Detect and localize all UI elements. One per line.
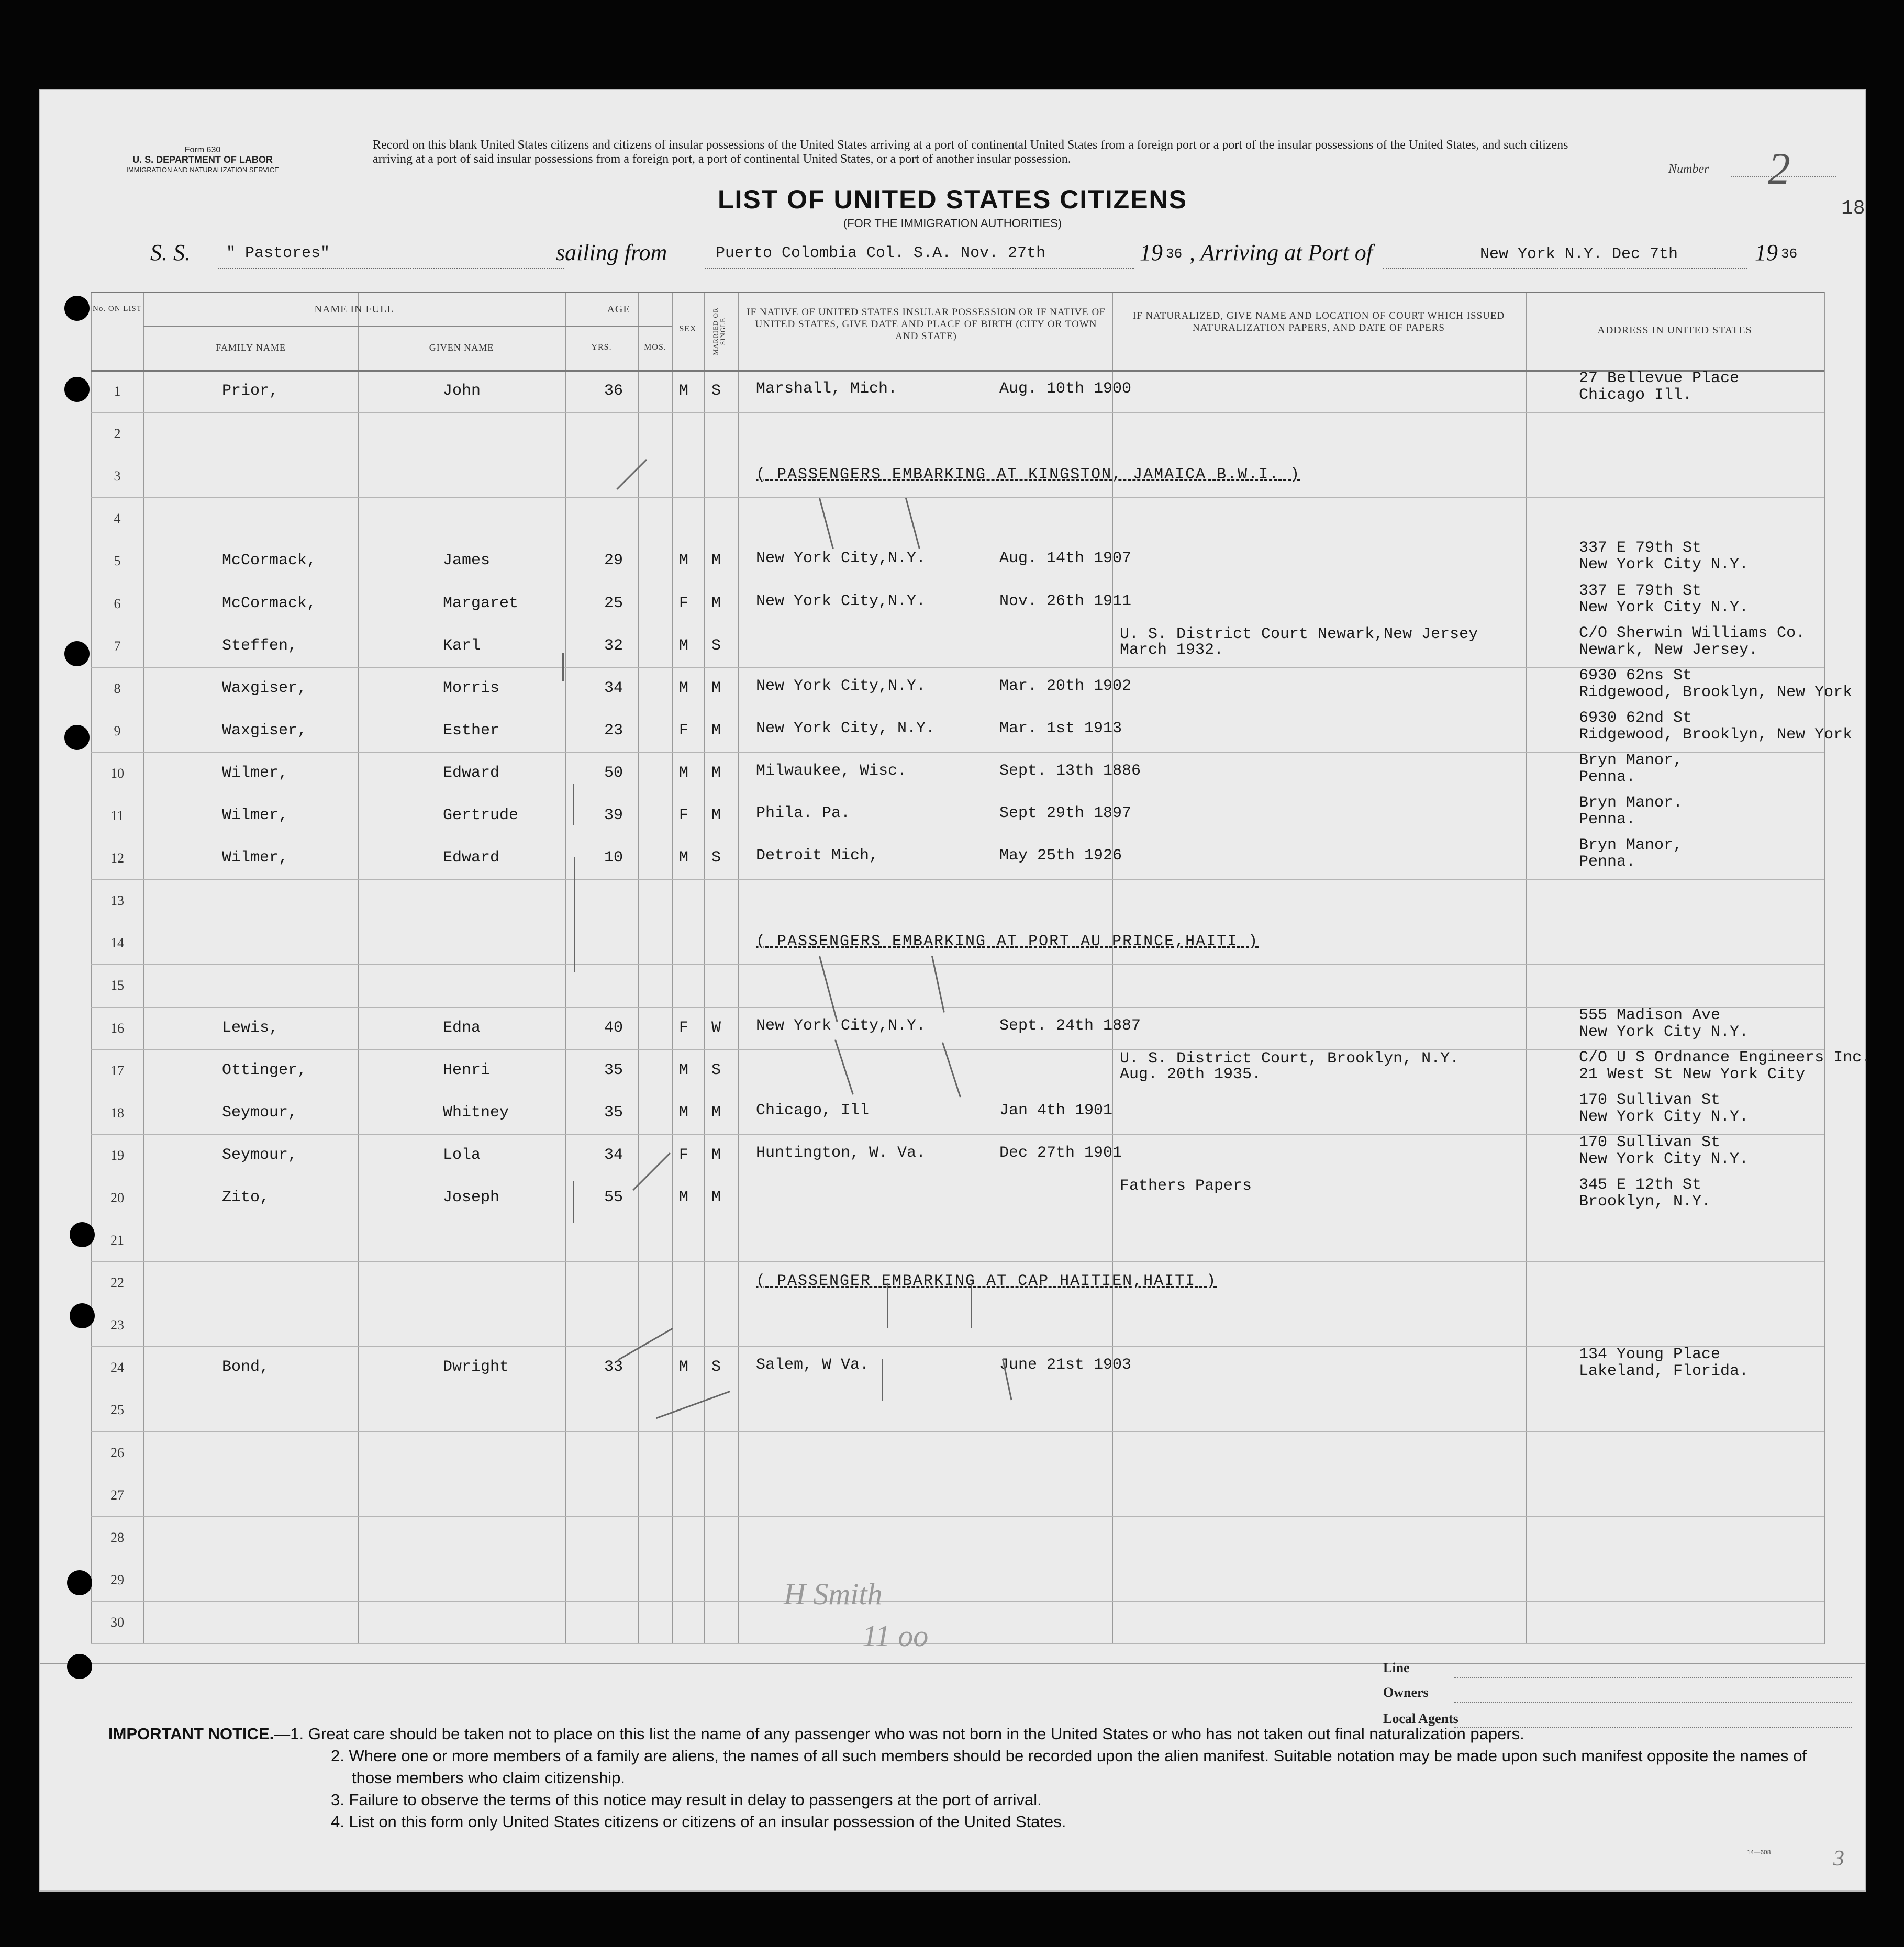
row-divider [91,752,1824,753]
row-divider [91,1261,1824,1262]
row-divider [91,1516,1824,1517]
binder-hole [64,725,90,750]
row-divider [91,1346,1824,1347]
family-name: Lewis, [222,1019,279,1037]
address-line-2: Chicago Ill. [1579,386,1693,404]
binder-hole [64,377,90,402]
sex: M [679,552,689,570]
birth-date: Mar. 20th 1902 [999,677,1132,695]
footer-divider [40,1663,1865,1664]
row-divider [91,1049,1824,1050]
row-divider [91,1643,1824,1644]
sex: F [679,594,689,612]
section-heading: ( PASSENGERS EMBARKING AT PORT AU PRINCE,HAITI ) [756,933,1259,951]
number-label: Number [1668,162,1709,176]
birth-date: Sept. 13th 1886 [999,762,1141,780]
birth-place: New York City, N.Y. [756,719,936,737]
address-line-2: New York City N.Y. [1579,1023,1749,1041]
address-line-1: C/O Sherwin Williams Co. [1579,624,1806,642]
row-number: 10 [110,765,124,781]
sailing-from: Puerto Colombia Col. S.A. Nov. 27th [716,244,1046,262]
line-field [1454,1677,1852,1678]
sex: F [679,721,689,740]
family-name: Wilmer, [222,849,288,867]
birth-place: Milwaukee, Wisc. [756,762,907,780]
row-number: 1 [114,384,121,399]
department-name: U. S. DEPARTMENT OF LABOR [132,154,273,165]
sailing-year: 36 [1166,246,1183,262]
address-line-1: 6930 62nd St [1579,709,1693,727]
address-line-1: 27 Bellevue Place [1579,370,1740,387]
row-number: 17 [110,1062,124,1078]
document-subtitle: (FOR THE IMMIGRATION AUTHORITIES) [843,217,1062,230]
address-line-1: 345 E 12th St [1579,1176,1702,1194]
row-divider [91,1134,1824,1135]
marital-status: M [711,1103,721,1122]
sex: F [679,1019,689,1037]
col-mos: MOS. [644,343,666,352]
row-number: 15 [110,978,124,993]
marital-status: M [711,807,721,824]
sex: M [679,636,689,655]
age-years: 36 [604,382,623,400]
family-name: Wilmer, [222,807,288,824]
birth-date: Mar. 1st 1913 [999,719,1122,737]
age-years: 40 [604,1019,623,1037]
address-line-2: Penna. [1579,853,1636,871]
age-years: 25 [604,594,623,612]
notice-lead: IMPORTANT NOTICE. [108,1725,274,1743]
birth-date: Dec 27th 1901 [999,1144,1122,1162]
address-line-1: 134 Young Place [1579,1346,1721,1364]
marital-status: S [711,849,721,867]
birth-date: Aug. 10th 1900 [999,380,1132,398]
age-years: 35 [604,1061,623,1079]
row-number: 16 [110,1020,124,1036]
section-heading: ( PASSENGER EMBARKING AT CAP HAITIEN,HAITI ) [756,1272,1217,1291]
row-divider [91,1601,1824,1602]
address-line-1: Bryn Manor, [1579,751,1683,769]
given-name: Edward [443,764,500,782]
sex: M [679,1358,689,1377]
address-line-2: Lakeland, Florida. [1579,1362,1749,1381]
row-number: 19 [110,1147,124,1163]
sex: M [679,1061,689,1079]
notice-item-1: —1. Great care should be taken not to place on this list the name of any passenger who was not born in the United States or who has not taken out final naturalization papers. [274,1725,1524,1743]
binder-hole [67,1570,92,1595]
naturalization-court: U. S. District Court, Brooklyn, N.Y. [1120,1049,1460,1068]
col-given-name: GIVEN NAME [429,342,494,353]
family-name: Bond, [222,1358,270,1377]
given-name: Joseph [443,1188,500,1206]
address-line-1: 6930 62ns St [1579,666,1693,685]
given-name: Morris [443,679,500,697]
family-name: McCormack, [222,552,317,570]
birth-place: New York City,N.Y. [756,592,926,610]
age-years: 50 [604,764,623,782]
owners-label: Owners [1383,1685,1429,1700]
arrival-line [1383,268,1747,269]
age-years: 10 [604,849,623,867]
address-line-2: Brooklyn, N.Y. [1579,1192,1711,1211]
age-years: 33 [604,1358,623,1377]
family-name: Ottinger, [222,1061,307,1079]
arriving-label: , Arriving at Port of [1189,240,1373,265]
col-naturalized: IF NATURALIZED, GIVE NAME AND LOCATION OF COURT WHICH ISSUED NATURALIZATION PAPERS, AND DATE OF PAPERS [1132,310,1505,333]
row-divider [91,667,1824,668]
address-line-1: 555 Madison Ave [1579,1006,1721,1024]
marital-status: S [711,1358,721,1377]
given-name: Edna [443,1019,481,1037]
row-divider [91,497,1824,498]
address-line-2: Penna. [1579,768,1636,786]
address-line-1: C/O U S Ordnance Engineers Inc. [1579,1048,1872,1067]
birth-place: Marshall, Mich. [756,380,898,398]
row-number: 2 [114,426,121,442]
sex: M [679,1188,689,1206]
address-line-1: 337 E 79th St [1579,581,1702,600]
ss-label: S. S. [150,240,191,265]
address-line-1: 170 Sullivan St [1579,1091,1721,1109]
row-number: 20 [110,1190,124,1205]
row-number: 4 [114,511,121,527]
row-number: 7 [114,638,121,654]
birth-place: Chicago, Ill [756,1101,870,1120]
row-number: 9 [114,723,121,738]
col-age: AGE [607,304,630,315]
birth-date: Nov. 26th 1911 [999,592,1132,610]
arrival-port: New York N.Y. Dec 7th [1480,245,1678,263]
year-prefix-2: 19 [1755,240,1778,265]
col-address: ADDRESS IN UNITED STATES [1597,324,1752,336]
ship-name: " Pastores" [226,244,330,262]
given-name: John [443,382,481,400]
form-identifier [93,145,313,175]
address-line-1: 337 E 79th St [1579,539,1702,557]
address-line-2: New York City N.Y. [1579,1107,1749,1126]
marital-status: M [711,1146,721,1164]
row-number: 14 [110,935,124,951]
owners-field [1454,1702,1852,1703]
birth-date: Sept. 24th 1887 [999,1016,1141,1035]
address-line-2: Penna. [1579,811,1636,829]
age-years: 29 [604,552,623,570]
row-number: 26 [110,1445,124,1460]
sex: M [679,382,689,400]
service-name: IMMIGRATION AND NATURALIZATION SERVICE [126,166,279,174]
given-name: Lola [443,1146,481,1164]
address-line-2: Newark, New Jersey. [1579,641,1758,659]
naturalization-date: March 1932. [1120,641,1224,659]
given-name: Margaret [443,594,519,612]
family-name: Wilmer, [222,764,288,782]
row-number: 18 [110,1105,124,1121]
given-name: Dwright [443,1358,509,1377]
address-line-1: Bryn Manor. [1579,794,1683,812]
col-yrs: YRS. [591,343,612,352]
marital-status: W [711,1019,721,1037]
address-line-2: Ridgewood, Brooklyn, New York [1579,725,1853,744]
row-divider [91,412,1824,413]
birth-place: Salem, W Va. [756,1356,870,1374]
binder-hole [64,641,90,666]
birth-date: Aug. 14th 1907 [999,550,1132,568]
birth-place: Detroit Mich, [756,847,879,865]
sex: M [679,679,689,697]
sailing-from-label: sailing from [556,240,667,265]
sex: M [679,849,689,867]
line-label: Line [1383,1660,1410,1675]
col-no: No. ON LIST [93,305,142,313]
given-name: Esther [443,721,500,740]
row-divider [91,1007,1824,1008]
sex: F [679,807,689,824]
marital-status: S [711,636,721,655]
row-number: 11 [110,808,124,823]
row-divider [91,964,1824,965]
family-name: Seymour, [222,1103,298,1122]
row-number: 21 [110,1233,124,1248]
row-number: 8 [114,680,121,696]
birth-place: New York City,N.Y. [756,1016,926,1035]
birth-place: New York City,N.Y. [756,550,926,568]
address-line-2: 21 West St New York City [1579,1065,1806,1083]
binder-hole [67,1654,92,1679]
row-number: 29 [110,1572,124,1587]
address-line-2: Ridgewood, Brooklyn, New York [1579,683,1853,701]
marital-status: M [711,552,721,570]
family-name: Waxgiser, [222,721,307,740]
col-married-single: MARRIED OR SINGLE [711,307,727,355]
naturalization-date: Aug. 20th 1935. [1120,1065,1262,1083]
notice-item-4: 4. List on this form only United States citizens or citizens of an insular possession of the United States. [331,1812,1066,1831]
family-name: Steffen, [222,636,298,655]
record-instructions: Record on this blank United States citizens and citizens of insular possessions of the United States arriving at a port of continental United States from a foreign port or a port of the insular possessions of the United States, and such citizens arriving at a port of said insular possessions from a foreign port, a port of continental United States, or a port of another insular possession. [373,138,1568,166]
binder-hole [70,1303,95,1328]
row-number: 22 [110,1275,124,1291]
marital-status: M [711,679,721,697]
sex: M [679,764,689,782]
document-title: LIST OF UNITED STATES CITIZENS [717,185,1188,214]
row-number: 3 [114,468,121,484]
birth-place: Phila. Pa. [756,804,851,822]
col-birth: IF NATIVE OF UNITED STATES INSULAR POSSESSION OR IF NATIVE OF UNITED STATES, GIVE DATE AND PLACE OF BIRTH (CITY OR TOWN AND STATE) [747,307,1106,342]
sailing-from-line [705,268,1134,269]
row-divider [91,1431,1824,1432]
birth-place: Huntington, W. Va. [756,1144,926,1162]
row-number: 12 [110,851,124,866]
age-years: 55 [604,1188,623,1206]
row-number: 24 [110,1360,124,1375]
row-number: 6 [114,596,121,611]
page-number: 18 [1841,197,1865,220]
marital-status: M [711,1188,721,1206]
binder-hole [70,1222,95,1247]
birth-date: Sept 29th 1897 [999,804,1132,822]
row-number: 30 [110,1614,124,1630]
birth-place: New York City,N.Y. [756,677,926,695]
given-name: Henri [443,1061,491,1079]
local-agents-label: Local Agents [1383,1711,1458,1726]
row-number: 23 [110,1317,124,1333]
number-value: 2 [1768,143,1790,194]
sex: M [679,1103,689,1122]
form-code: 14—608 [1747,1849,1771,1856]
row-number: 13 [110,893,124,909]
form-number: Form 630 [184,146,221,154]
birth-date: May 25th 1926 [999,847,1122,865]
year-prefix-1: 19 [1140,240,1163,265]
ship-name-line [218,268,564,269]
given-name: James [443,552,491,570]
naturalization-court: U. S. District Court Newark,New Jersey [1120,625,1478,643]
age-years: 39 [604,807,623,824]
address-line-2: New York City N.Y. [1579,556,1749,574]
address-line-1: Bryn Manor, [1579,836,1683,855]
family-name: Prior, [222,382,279,400]
age-years: 35 [604,1103,623,1122]
row-number: 27 [110,1487,124,1503]
col-sex: SEX [679,324,697,333]
signature-notation: 11 oo [862,1619,929,1653]
given-name: Karl [443,636,481,655]
naturalization-court: Fathers Papers [1120,1177,1252,1195]
address-line-2: New York City N.Y. [1579,598,1749,617]
age-years: 34 [604,679,623,697]
age-years: 32 [604,636,623,655]
birth-date: June 21st 1903 [999,1356,1132,1374]
inspector-signature: H Smith [784,1577,883,1611]
row-number: 28 [110,1529,124,1545]
given-name: Whitney [443,1103,509,1122]
age-years: 23 [604,721,623,740]
marital-status: M [711,764,721,782]
section-heading: ( PASSENGERS EMBARKING AT KINGSTON, JAMAICA B.W.I. ) [756,466,1301,484]
marital-status: S [711,1061,721,1079]
given-name: Gertrude [443,807,519,824]
row-number: 5 [114,553,121,569]
marital-status: M [711,721,721,740]
family-name: Seymour, [222,1146,298,1164]
notice-item-3: 3. Failure to observe the terms of this notice may result in delay to passengers at the port of arrival. [331,1791,1042,1809]
row-divider [91,879,1824,880]
family-name: McCormack, [222,594,317,612]
address-line-1: 170 Sullivan St [1579,1133,1721,1151]
family-name: Zito, [222,1188,270,1206]
passenger-table [91,292,1872,1644]
notice-item-2: 2. Where one or more members of a family are aliens, the names of all such members should be recorded upon the alien manifest. Suitable notation may be made upon such manifest opposite the names of those members who claim citizenship. [331,1747,1807,1787]
row-number: 25 [110,1402,124,1418]
family-name: Waxgiser, [222,679,307,697]
col-name-in-full: NAME IN FULL [314,304,394,315]
manifest-sheet [39,89,1872,1892]
col-family-name: FAMILY NAME [216,342,286,353]
marital-status: M [711,594,721,612]
sex: F [679,1146,689,1164]
address-line-2: New York City N.Y. [1579,1150,1749,1168]
given-name: Edward [443,849,500,867]
birth-date: Jan 4th 1901 [999,1101,1113,1120]
important-notice [108,1723,1836,1833]
marital-status: S [711,382,721,400]
binder-hole [64,296,90,321]
corner-mark: 3 [1833,1847,1844,1871]
arrival-year: 36 [1781,246,1798,262]
age-years: 34 [604,1146,623,1164]
